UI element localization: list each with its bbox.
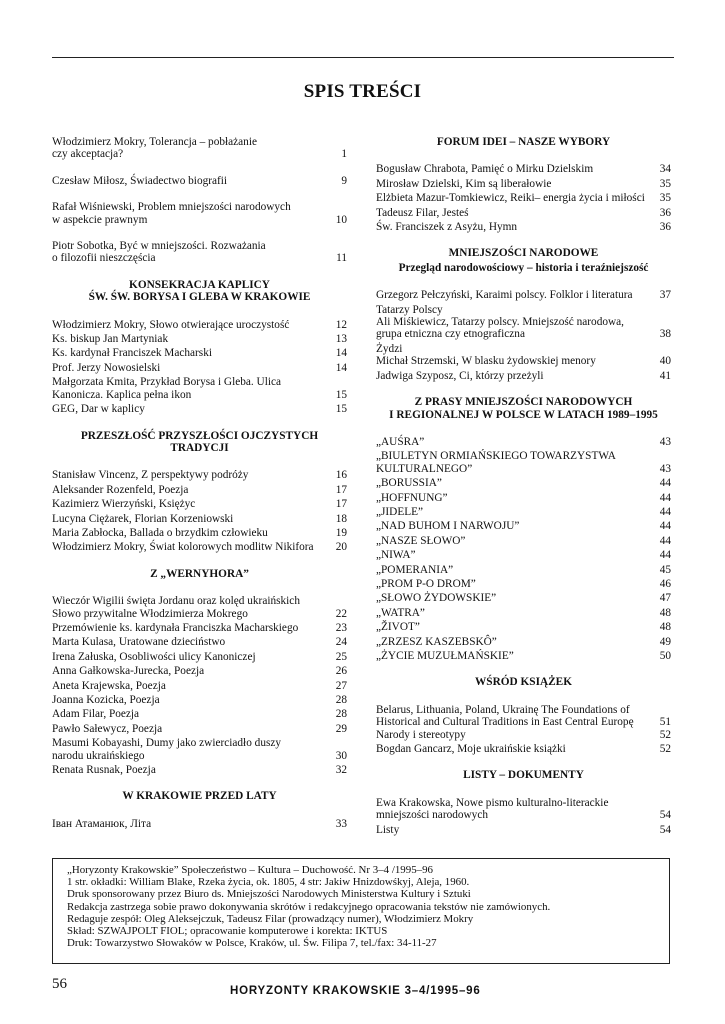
toc-entry-page: 27 — [335, 679, 347, 692]
imprint-line: Druk sponsorowany przez Biuro ds. Mniejszości Narodowych Ministerstwa Kultury i Sztuki — [67, 888, 471, 901]
toc-entry-title: „PROM P-O DROM” — [376, 577, 476, 590]
toc-entry-title: Czesław Miłosz, Świadectwo biografii — [52, 174, 228, 187]
imprint-line: Druk: Towarzystwo Słowaków w Polsce, Kraków, ul. Św. Filipa 7, tel./fax: 34-11-27 — [67, 937, 437, 950]
toc-entry — [376, 743, 671, 755]
toc-entry — [376, 506, 671, 518]
toc-entry-title: „WATRA” — [376, 606, 425, 619]
section-heading: PRZESZŁOŚĆ PRZYSZŁOŚCI OJCZYSTYCH TRADYCJI — [80, 429, 319, 454]
toc-entry — [52, 651, 347, 663]
toc-entry-page: 47 — [659, 592, 671, 605]
toc-entry-title: „NAD BUHOM I NARWOJU” — [376, 520, 520, 533]
toc-entry-page: 9 — [341, 174, 347, 187]
toc-entry-title: Przemówienie ks. kardynała Franciszka Macharskiego — [52, 621, 299, 634]
toc-entry-page: 54 — [659, 809, 671, 822]
toc-entry-title: Renata Rusnak, Poezja — [52, 764, 156, 777]
toc-entry-page: 48 — [659, 606, 671, 619]
imprint-line: „Horyzonty Krakowskie” Społeczeństwo – Kultura – Duchowość. Nr 3–4 /1995–96 — [67, 864, 433, 876]
toc-entry-page: 29 — [335, 722, 347, 735]
toc-entry — [52, 636, 347, 648]
toc-entry-page: 28 — [335, 708, 347, 721]
toc-entry-title: Stanisław Vincenz, Z perspektywy podróży — [52, 469, 249, 482]
toc-entry-title: „ZRZESZ KASZEBSKÔ” — [376, 635, 497, 648]
toc-entry-page: 36 — [659, 206, 671, 219]
toc-entry-title: Joanna Kozicka, Poezja — [52, 694, 160, 706]
toc-entry-title: Żydzi Michał Strzemski, W blasku żydowskiej menory — [376, 342, 596, 368]
toc-entry-title: Ks. kardynał Franciszek Macharski — [52, 347, 212, 360]
toc-entry-title: Anna Gałkowska-Jurecka, Poezja — [52, 665, 205, 678]
toc-entry-page: 36 — [659, 221, 671, 234]
imprint-line: Redaguje zespół: Oleg Aleksejczuk, Tadeusz Filar (prowadzący numer), Włodzimierz Mokry — [67, 912, 474, 925]
toc-entry-page: 41 — [659, 369, 671, 382]
page-title: SPIS TREŚCI — [303, 81, 422, 102]
section-heading: FORUM IDEI – NASZE WYBORY — [436, 136, 611, 148]
toc-entry-title: Tatarzy Polscy Ali Miśkiewicz, Tatarzy polscy. Mniejszość narodowa, grupa etniczna czy etnograficzna — [376, 303, 624, 341]
toc-entry-title: „AUŚRA” — [376, 435, 425, 448]
toc-entry-page: 13 — [335, 333, 347, 346]
toc-entry-title: Kazimierz Wierzyński, Księżyc — [52, 498, 196, 511]
toc-right-column — [376, 136, 671, 836]
toc-entry — [52, 333, 347, 345]
toc-entry — [376, 370, 671, 382]
toc-entry-title: Masumi Kobayashi, Dumy jako zwierciadło duszy narodu ukraińskiego — [52, 737, 282, 762]
toc-entry — [376, 492, 671, 504]
toc-entry-title: Małgorzata Kmita, Przykład Borysa i Gleba. Ulica Kanonicza. Kaplica pełna ikon — [52, 376, 282, 401]
toc-entry — [376, 178, 671, 190]
toc-entry — [52, 403, 347, 415]
toc-entry-title: „JIDELE” — [376, 505, 424, 518]
toc-entry — [52, 680, 347, 692]
toc-entry — [376, 824, 671, 836]
toc-entry — [376, 636, 671, 648]
toc-entry — [52, 708, 347, 720]
imprint-line: Redakcja zastrzega sobie prawo dokonywania skrótów i redakcyjnego opracowania tekstów nie zamówionych. — [67, 900, 551, 913]
toc-entry — [52, 175, 347, 187]
toc-entry — [376, 163, 671, 175]
toc-entry-title: GEG, Dar w kaplicy — [52, 403, 145, 416]
toc-entry — [376, 192, 671, 204]
toc-entry — [376, 650, 671, 662]
toc-entry-page: 28 — [335, 694, 347, 706]
toc-entry — [52, 319, 347, 331]
toc-entry-title: „HOFFNUNG” — [376, 491, 448, 504]
section-heading: MNIEJSZOŚCI NARODOWE — [448, 247, 599, 260]
toc-entry — [52, 484, 347, 496]
toc-entry-page: 46 — [659, 577, 671, 590]
journal-name: HORYZONTY KRAKOWSKIE 3–4/1995–96 — [230, 985, 481, 997]
toc-entry-title: Marta Kulasa, Uratowane dzieciństwo — [52, 636, 226, 649]
toc-entry-title: Bogusław Chrabota, Pamięć o Mirku Dzielskim — [376, 163, 594, 176]
toc-entry — [52, 694, 347, 706]
section-heading: W KRAKOWIE PRZED LATY — [122, 790, 277, 803]
page-number: 56 — [52, 976, 67, 992]
toc-entry — [52, 347, 347, 359]
toc-entry-page: 23 — [335, 621, 347, 634]
toc-entry-title: Piotr Sobotka, Być w mniejszości. Rozważania o filozofii nieszczęścia — [52, 240, 266, 265]
toc-entry — [52, 737, 347, 762]
toc-entry — [52, 240, 347, 265]
toc-entry — [52, 665, 347, 677]
toc-entry-page: 44 — [659, 491, 671, 504]
toc-entry — [52, 376, 347, 401]
toc-entry-page: 18 — [335, 512, 347, 525]
toc-left-column — [52, 136, 347, 830]
toc-entry-title: Tadeusz Filar, Jesteś — [376, 206, 469, 219]
toc-entry-page: 37 — [659, 289, 671, 302]
toc-entry — [52, 498, 347, 510]
toc-entry-page: 14 — [335, 361, 347, 374]
toc-entry — [52, 818, 347, 830]
section-heading: Z „WERNYHORA” — [150, 567, 249, 580]
toc-entry — [52, 513, 347, 525]
toc-entry-title: Grzegorz Pełczyński, Karaimi polscy. Folklor i literatura — [376, 289, 633, 302]
toc-entry-page: 48 — [659, 621, 671, 634]
imprint-line: 1 str. okładki: William Blake, Rzeka życia, ok. 1805, 4 str: Jakiw Hnizdowśkyj, Aleja, 1960. — [67, 876, 470, 889]
toc-entry — [376, 564, 671, 576]
toc-entry-title: Włodzimierz Mokry, Świat kolorowych modlitw Nikifora — [52, 541, 314, 554]
toc-entry-title: „BIULETYN ORMIAŃSKIEGO TOWARZYSTWA KULTURALNEGO” — [376, 450, 616, 475]
toc-entry — [52, 595, 347, 620]
toc-entry-page: 34 — [659, 163, 671, 176]
toc-entry-title: „NIWA” — [376, 549, 416, 562]
toc-entry-title: Ks. biskup Jan Martyniak — [52, 333, 169, 346]
toc-entry-title: „SŁOWO ŻYDOWSKIE” — [376, 592, 497, 605]
toc-entry-page: 19 — [335, 526, 347, 539]
toc-entry-page: 45 — [659, 563, 671, 576]
section-heading: KONSEKRACJA KAPLICY ŚW. ŚW. BORYSA I GLEBA W KRAKOWIE — [88, 278, 311, 304]
toc-entry-page: 44 — [659, 477, 671, 490]
toc-entry-page: 12 — [335, 318, 347, 331]
toc-entry — [376, 477, 671, 489]
toc-entry — [376, 221, 671, 233]
toc-entry — [376, 520, 671, 532]
toc-entry-title: „BORUSSIA” — [376, 477, 442, 490]
toc-entry-page: 40 — [659, 355, 671, 368]
toc-entry-page: 10 — [335, 213, 347, 226]
section-heading: Z PRASY MNIEJSZOŚCI NARODOWYCH I REGIONALNEJ W POLSCE W LATACH 1989–1995 — [389, 396, 658, 421]
toc-entry-title: Irena Załuska, Osobliwości ulicy Kanoniczej — [52, 650, 256, 663]
toc-entry-page: 14 — [335, 347, 347, 360]
toc-entry — [52, 541, 347, 553]
toc-entry — [376, 549, 671, 561]
toc-entry — [52, 527, 347, 539]
toc-entry — [376, 621, 671, 633]
toc-entry-page: 17 — [335, 483, 347, 496]
toc-entry — [376, 535, 671, 547]
toc-entry — [52, 723, 347, 735]
toc-entry-page: 25 — [335, 650, 347, 663]
toc-entry — [52, 136, 347, 161]
toc-entry-page: 51 52 — [659, 716, 671, 741]
section-subtitle: Przegląd narodowościowy – historia i teraźniejszość — [398, 261, 649, 274]
toc-entry-title: Adam Filar, Poezja — [52, 708, 140, 721]
imprint-box — [52, 858, 670, 964]
toc-entry-title: Włodzimierz Mokry, Słowo otwierające uroczystość — [52, 318, 290, 331]
toc-entry-title: „NASZE SŁOWO” — [376, 534, 466, 547]
imprint-line: Skład: SZWAJPOLT FIOL; opracowanie komputerowe i korekta: IKTUS — [67, 925, 388, 938]
toc-entry-page: 30 — [335, 749, 347, 762]
toc-entry-page: 1 — [341, 148, 347, 161]
section-heading: LISTY – DOKUMENTY — [463, 769, 584, 782]
toc-entry-title: Lucyna Ciężarek, Florian Korzeniowski — [52, 512, 234, 525]
toc-entry-title: Aneta Krajewska, Poezja — [52, 679, 166, 692]
toc-entry — [52, 469, 347, 481]
toc-entry-title: Prof. Jerzy Nowosielski — [52, 361, 161, 374]
toc-entry-page: 35 — [659, 192, 671, 205]
toc-entry-title: „ŻYCIE MUZUŁMAŃSKIE” — [376, 650, 514, 662]
toc-entry-title: „POMERANIA” — [376, 563, 454, 576]
toc-entry — [52, 622, 347, 634]
toc-entry — [52, 362, 347, 374]
toc-entry-page: 50 — [659, 650, 671, 662]
toc-entry-page: 26 — [335, 665, 347, 678]
toc-entry-title: Bogdan Gancarz, Moje ukraińskie książki — [376, 743, 566, 756]
toc-entry-page: 43 — [659, 462, 671, 475]
toc-entry-page: 44 — [659, 534, 671, 547]
toc-entry — [376, 207, 671, 219]
toc-entry — [376, 704, 671, 741]
toc-entry-title: Ewa Krakowska, Nowe pismo kulturalno-literackie mniejszości narodowych — [376, 796, 609, 822]
toc-entry-page: 32 — [335, 764, 347, 777]
toc-entry-page: 20 — [335, 541, 347, 554]
toc-entry-page: 16 — [335, 469, 347, 482]
toc-entry-page: 52 — [659, 743, 671, 756]
toc-entry-page: 35 — [659, 177, 671, 190]
toc-entry-title: Rafał Wiśniewski, Problem mniejszości narodowych w aspekcie prawnym — [52, 201, 291, 226]
toc-entry — [376, 592, 671, 604]
toc-entry-title: „ŽIVOT” — [376, 621, 420, 634]
toc-entry-title: Aleksander Rozenfeld, Poezja — [52, 483, 189, 496]
toc-entry-page: 15 — [335, 388, 347, 401]
toc-entry — [376, 289, 671, 301]
toc-entry — [376, 578, 671, 590]
toc-entry — [376, 607, 671, 619]
toc-entry-title: Św. Franciszek z Asyżu, Hymn — [376, 221, 518, 234]
toc-entry-page: 17 — [335, 498, 347, 511]
toc-entry — [376, 450, 671, 475]
toc-entry-title: Wieczór Wigilii święta Jordanu oraz kolęd ukraińskich Słowo przywitalne Włodzimierza Mokrego — [52, 595, 300, 620]
toc-entry-title: Belarus, Lithuania, Poland, Ukrainę The Foundations of Historical and Cultural Traditions in East Central Europę Narody i stereotypy — [376, 703, 634, 741]
toc-entry — [52, 201, 347, 226]
toc-entry — [376, 304, 671, 341]
toc-entry-title: Mirosław Dzielski, Kim są liberałowie — [376, 177, 552, 190]
toc-entry-title: Listy — [376, 823, 400, 836]
toc-entry — [376, 797, 671, 822]
toc-entry-page: 43 — [659, 435, 671, 448]
toc-entry-title: Jadwiga Szyposz, Ci, którzy przeżyli — [376, 369, 544, 382]
toc-entry-page: 54 — [659, 823, 671, 836]
toc-entry — [52, 764, 347, 776]
toc-entry-title: Іван Атаманюк, Літа — [52, 817, 152, 830]
toc-entry — [376, 436, 671, 448]
toc-entry-page: 15 — [335, 403, 347, 416]
toc-entry-title: Włodzimierz Mokry, Tolerancja – pobłażanie czy akceptacja? — [52, 136, 257, 161]
toc-entry-page: 44 — [659, 549, 671, 562]
toc-entry-page: 24 — [335, 636, 347, 649]
toc-entry-page: 22 — [335, 607, 347, 620]
section-heading: WŚRÓD KSIĄŻEK — [475, 676, 572, 689]
toc-entry — [376, 343, 671, 368]
toc-entry-page: 11 — [336, 252, 347, 265]
toc-entry-page: 44 — [659, 520, 671, 533]
toc-entry-title: Maria Zabłocka, Ballada o brzydkim człowieku — [52, 526, 268, 539]
toc-entry-page: 33 — [335, 817, 347, 830]
top-rule — [52, 57, 674, 58]
toc-entry-page: 49 — [659, 635, 671, 648]
toc-entry-title: Pawło Sałewycz, Poezja — [52, 722, 163, 735]
toc-entry-page: 38 — [659, 328, 671, 341]
toc-entry-title: Elżbieta Mazur-Tomkiewicz, Reiki– energia życia i miłości — [376, 192, 645, 205]
toc-entry-page: 44 — [659, 505, 671, 518]
